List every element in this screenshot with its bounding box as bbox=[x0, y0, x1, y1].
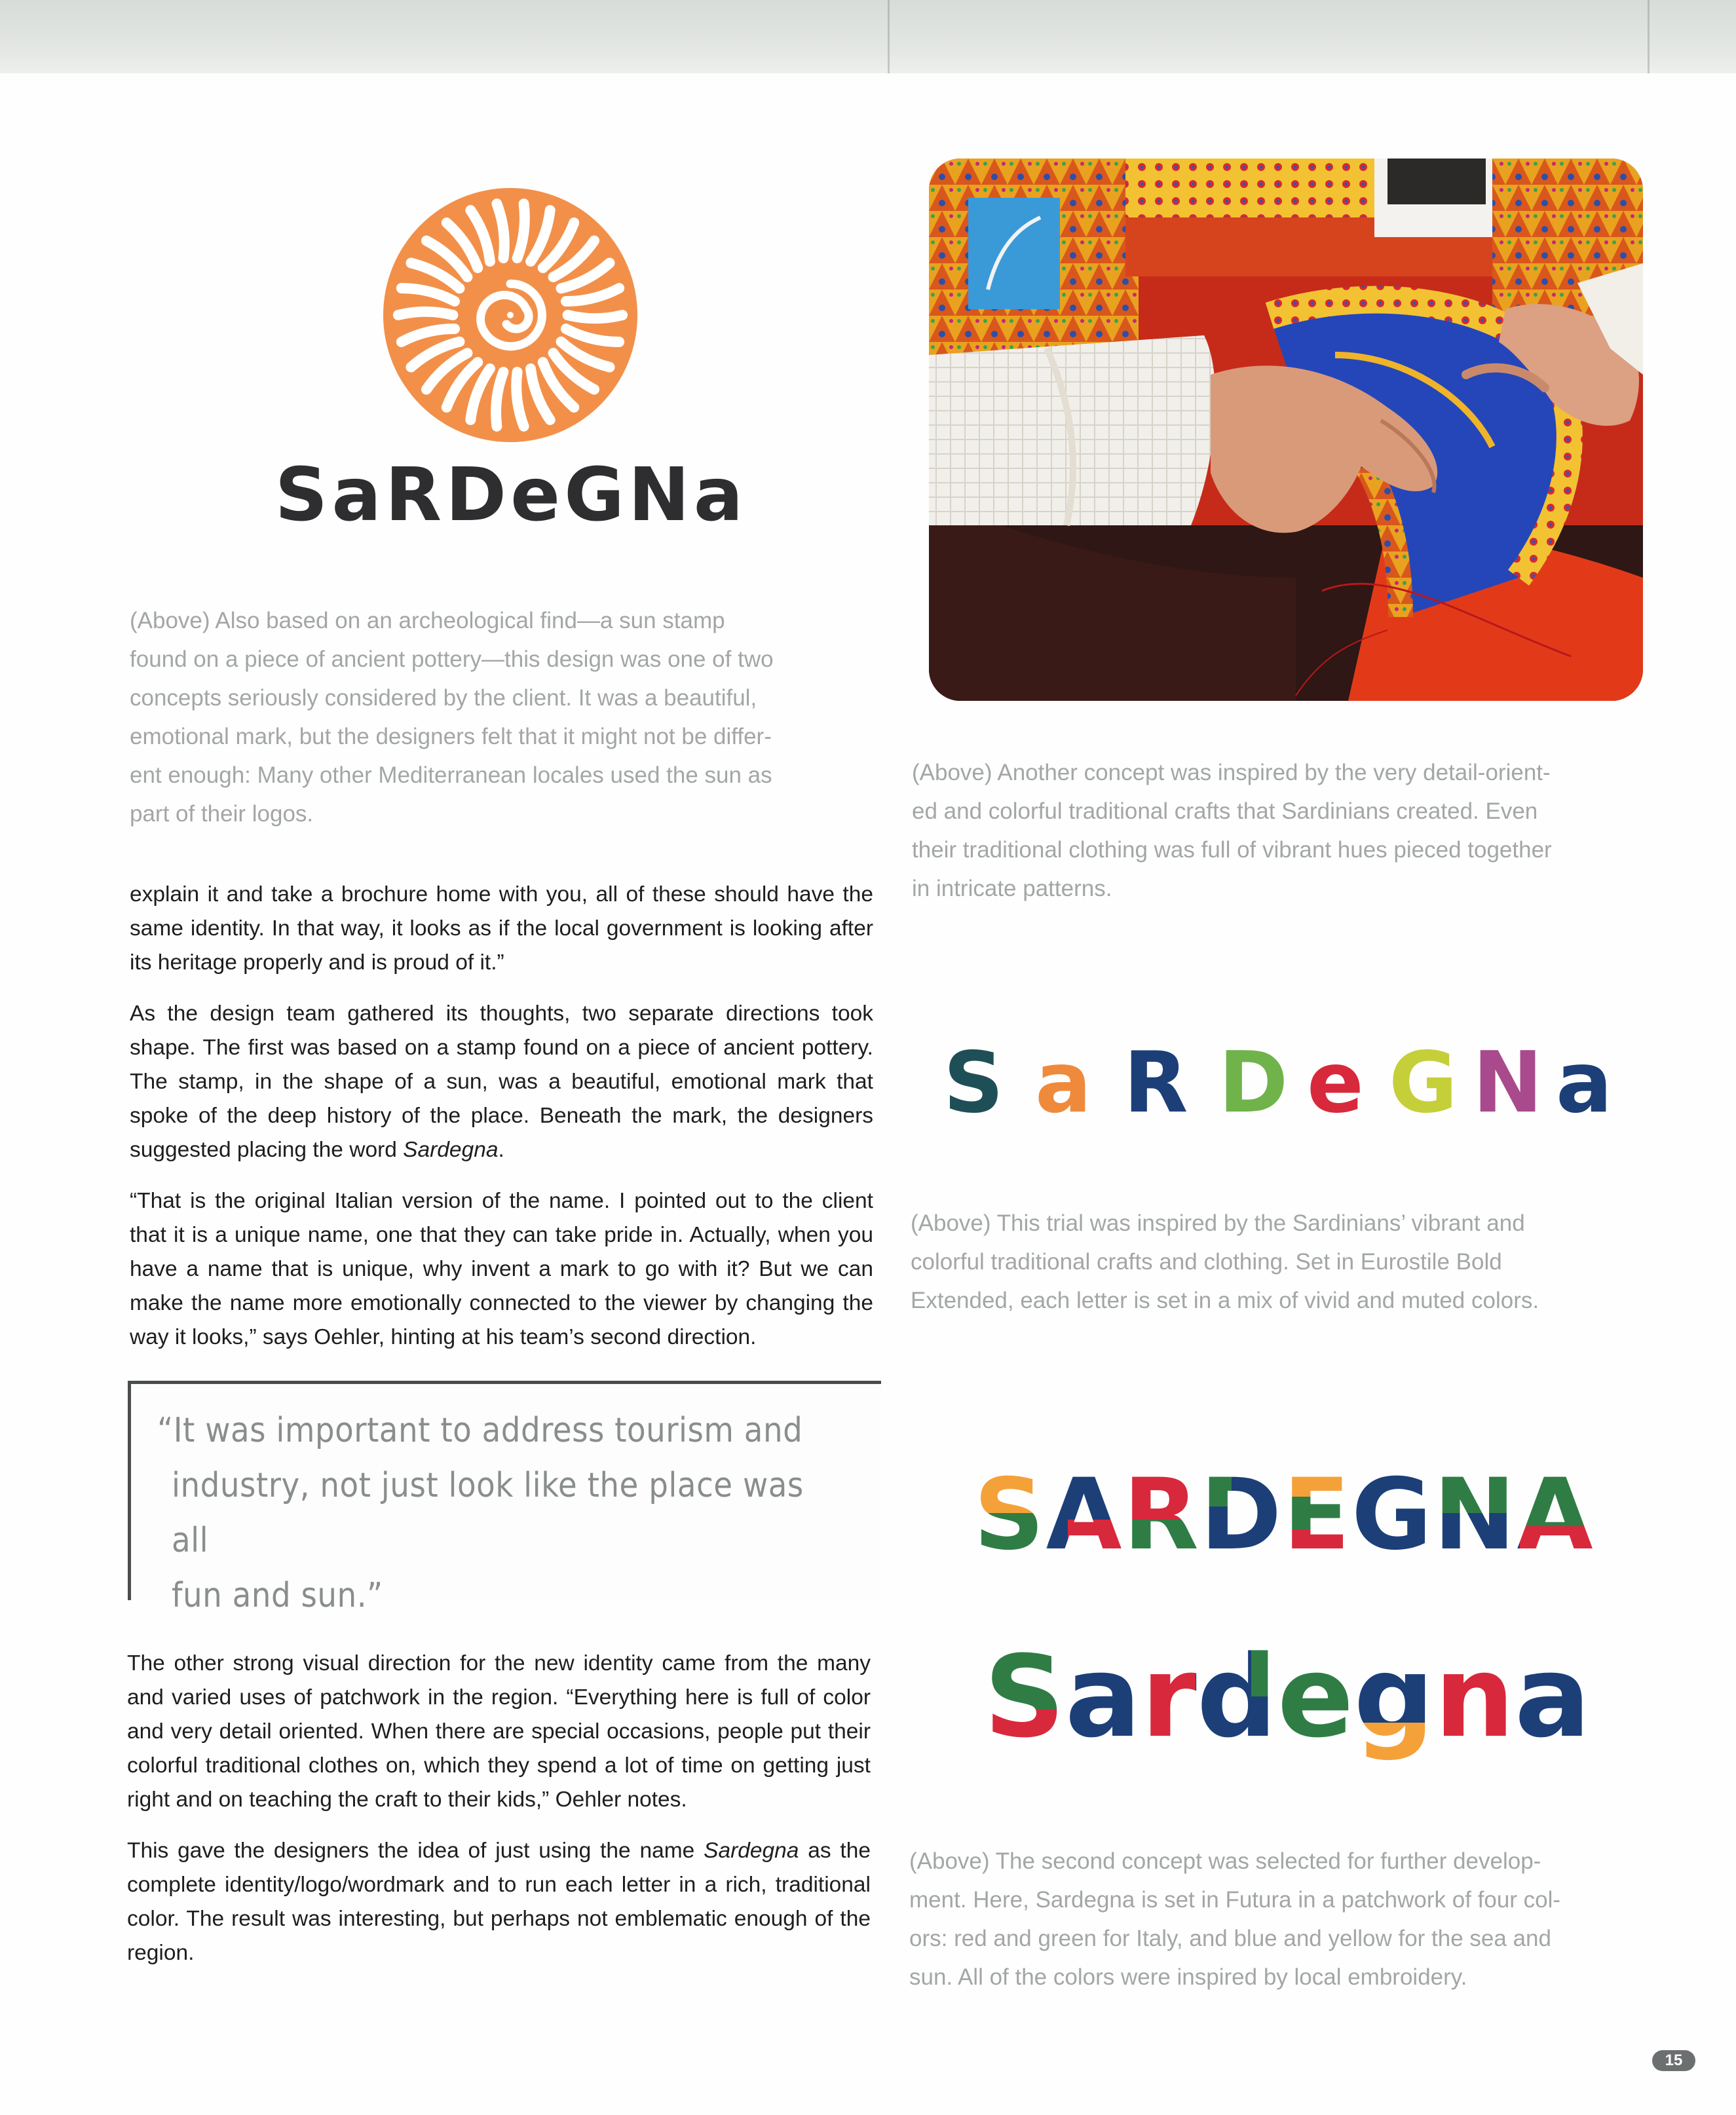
multicolor-wordmark bbox=[943, 1034, 1644, 1133]
sun-logo-wordmark: SaRDeGNa bbox=[274, 453, 747, 538]
caption-line: part of their logos. bbox=[130, 801, 314, 827]
body-paragraph: The other strong visual direction for the new identity came from the many and varied uses of patchwork in the region. “Everything here is full of color and very detail oriented. When there are special occasions, people put their colorful traditional clothes on, which they spend a lot of time on getting just right and on teaching the craft to their kids,” Oehler notes. bbox=[127, 1651, 871, 1812]
caption-line: ed and colorful traditional crafts that Sardinians created. Even bbox=[912, 798, 1538, 824]
wordmark-letter: e bbox=[1307, 1034, 1364, 1132]
pull-quote bbox=[157, 1403, 839, 1623]
embroidery-photo bbox=[929, 159, 1643, 701]
caption-line: ors: red and green for Italy, and blue and yellow for the sea and bbox=[909, 1926, 1551, 1951]
scan-artifact bbox=[888, 0, 890, 73]
body-paragraph: As the design team gathered its thoughts, two separate directions took shape. The first was based on a stamp found on a piece of ancient pottery. The stamp, in the shape of a sun, was a beautiful, emotional mark that spoke of the deep history of the place. Beneath the mark, the designers suggested placing the word Sardegna. bbox=[130, 1001, 873, 1162]
wordmark-letter: a bbox=[1035, 1034, 1092, 1132]
caption-line: emotional mark, but the designers felt that it might not be differ- bbox=[130, 724, 772, 749]
sun-ray bbox=[398, 312, 453, 315]
body-text-bottom bbox=[127, 1647, 871, 1987]
wordmark-letter: R bbox=[1123, 1034, 1188, 1132]
caption-line: sun. All of the colors were inspired by local embroidery. bbox=[909, 1964, 1467, 1990]
scan-artifact bbox=[1648, 0, 1650, 73]
wordmark-letter: a bbox=[1556, 1034, 1613, 1132]
sun-ray bbox=[568, 315, 623, 318]
photo-caption bbox=[912, 753, 1665, 908]
sun-logo-caption bbox=[130, 601, 883, 833]
embroidery-illustration bbox=[929, 159, 1643, 701]
caption-line: in intricate patterns. bbox=[912, 876, 1112, 901]
caption-line: ent enough: Many other Mediterranean locales used the sun as bbox=[130, 762, 772, 788]
caption-line: concepts seriously considered by the client. It was a beautiful, bbox=[130, 685, 757, 711]
wordmark-letter: D bbox=[1218, 1034, 1289, 1132]
multicolor-wordmark-caption bbox=[911, 1204, 1664, 1320]
caption-line: ment. Here, Sardegna is set in Futura in a patchwork of four col- bbox=[909, 1887, 1561, 1913]
scanner-top-band bbox=[0, 0, 1736, 73]
futura-wordmark-caption bbox=[909, 1842, 1663, 1996]
wordmark-letter: N bbox=[1473, 1034, 1543, 1132]
pull-quote-line: industry, not just look like the place was all bbox=[172, 1466, 804, 1560]
patchwork-futura-wordmark bbox=[989, 1644, 1585, 1769]
sun-stamp-logo-icon bbox=[380, 185, 641, 445]
caption-line: their traditional clothing was full of vibrant hues pieced together bbox=[912, 837, 1552, 863]
caption-line: (Above) The second concept was selected for further develop- bbox=[909, 1848, 1541, 1874]
body-text-top bbox=[130, 878, 873, 1372]
wordmark-letter: S bbox=[943, 1034, 1004, 1132]
body-paragraph: explain it and take a brochure home with you, all of these should have the same identity. In that way, it looks as if the local government is looking after its heritage properly and is proud of it.” bbox=[130, 882, 873, 975]
caption-line: (Above) Also based on an archeological find—a sun stamp bbox=[130, 608, 725, 633]
body-paragraph: This gave the designers the idea of just using the name Sardegna as the complete identity/logo/wordmark and to run each letter in a rich, traditional color. The result was interesting, but perhaps not emblematic enough of the region. bbox=[127, 1839, 871, 1965]
patchwork-caps-wordmark bbox=[970, 1467, 1598, 1559]
body-paragraph: “That is the original Italian version of the name. I pointed out to the client that it is a unique name, one that they can take pride in. Actually, when you have a name that is unique, why invent a mark to go with it? But we can make the name more emotionally connected to the viewer by changing the way it looks,” says Oehler, hinting at his team’s second direction. bbox=[130, 1189, 873, 1349]
page-number: 15 bbox=[1652, 2050, 1695, 2071]
caption-line: (Above) Another concept was inspired by the very detail-orient- bbox=[912, 760, 1551, 785]
caption-line: Extended, each letter is set in a mix of vivid and muted colors. bbox=[911, 1288, 1539, 1313]
wordmark-letter: G bbox=[1389, 1034, 1458, 1132]
pull-quote-line: fun and sun.” bbox=[172, 1576, 383, 1615]
caption-line: found on a piece of ancient pottery—this design was one of two bbox=[130, 646, 774, 672]
pull-quote-line: “It was important to address tourism and bbox=[157, 1411, 803, 1450]
caption-line: (Above) This trial was inspired by the Sardinians’ vibrant and bbox=[911, 1210, 1525, 1236]
caption-line: colorful traditional crafts and clothing. Set in Eurostile Bold bbox=[911, 1249, 1502, 1275]
